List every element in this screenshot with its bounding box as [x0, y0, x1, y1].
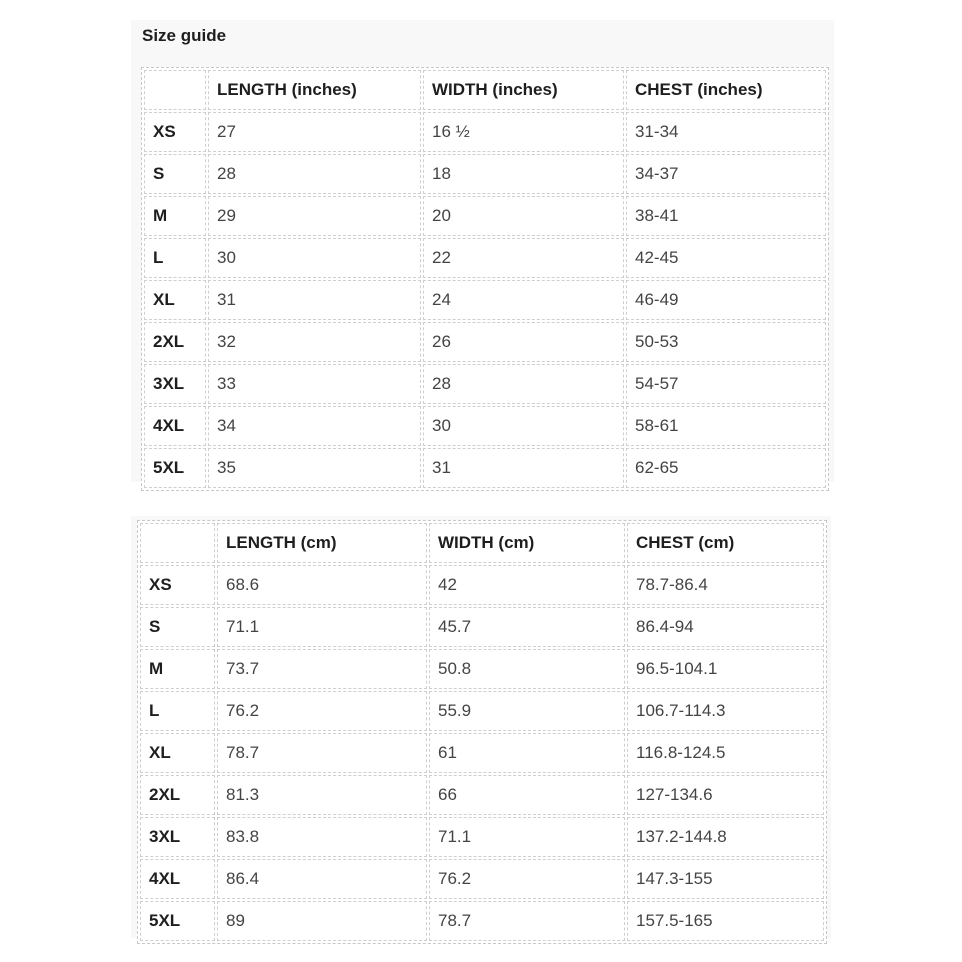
width-value: 26: [423, 322, 624, 362]
chest-value: 31-34: [626, 112, 826, 152]
table-row: [144, 112, 826, 152]
table-header-row: [144, 70, 826, 110]
length-value: 68.6: [217, 565, 427, 605]
chest-value: 38-41: [626, 196, 826, 236]
length-value: 28: [208, 154, 421, 194]
chest-value: 157.5-165: [627, 901, 824, 941]
length-value: 73.7: [217, 649, 427, 689]
chest-value: 137.2-144.8: [627, 817, 824, 857]
size-label: 2XL: [144, 322, 206, 362]
header-length: LENGTH (cm): [217, 523, 427, 563]
width-value: 22: [423, 238, 624, 278]
chest-value: 147.3-155: [627, 859, 824, 899]
width-value: 71.1: [429, 817, 625, 857]
size-label: M: [140, 649, 215, 689]
width-value: 42: [429, 565, 625, 605]
width-value: 24: [423, 280, 624, 320]
chest-value: 86.4-94: [627, 607, 824, 647]
length-value: 76.2: [217, 691, 427, 731]
length-value: 81.3: [217, 775, 427, 815]
size-label: 4XL: [144, 406, 206, 446]
width-value: 18: [423, 154, 624, 194]
length-value: 34: [208, 406, 421, 446]
size-label: L: [144, 238, 206, 278]
width-value: 31: [423, 448, 624, 488]
table-row: [144, 238, 826, 278]
table-row: [140, 733, 824, 773]
table-row: [140, 901, 824, 941]
chest-value: 34-37: [626, 154, 826, 194]
length-value: 35: [208, 448, 421, 488]
width-value: 45.7: [429, 607, 625, 647]
width-value: 66: [429, 775, 625, 815]
size-guide-cm-panel: [131, 516, 831, 938]
table-row: [140, 649, 824, 689]
chest-value: 62-65: [626, 448, 826, 488]
chest-value: 127-134.6: [627, 775, 824, 815]
table-row: [140, 817, 824, 857]
size-label: S: [140, 607, 215, 647]
length-value: 89: [217, 901, 427, 941]
size-label: 2XL: [140, 775, 215, 815]
chest-value: 42-45: [626, 238, 826, 278]
table-row: [144, 280, 826, 320]
size-label: XL: [140, 733, 215, 773]
chest-value: 116.8-124.5: [627, 733, 824, 773]
size-label: 3XL: [140, 817, 215, 857]
table-row: [144, 196, 826, 236]
width-value: 78.7: [429, 901, 625, 941]
chest-value: 96.5-104.1: [627, 649, 824, 689]
header-size-column: [140, 523, 215, 563]
width-value: 28: [423, 364, 624, 404]
size-label: XS: [140, 565, 215, 605]
chest-value: 50-53: [626, 322, 826, 362]
table-row: [144, 322, 826, 362]
header-width: WIDTH (inches): [423, 70, 624, 110]
size-guide-inches-panel: [131, 20, 834, 482]
cm-size-table: [137, 520, 827, 944]
size-label: 3XL: [144, 364, 206, 404]
header-chest: CHEST (inches): [626, 70, 826, 110]
width-value: 61: [429, 733, 625, 773]
size-label: 5XL: [144, 448, 206, 488]
size-label: S: [144, 154, 206, 194]
table-row: [140, 565, 824, 605]
chest-value: 78.7-86.4: [627, 565, 824, 605]
header-size-column: [144, 70, 206, 110]
table-row: [140, 775, 824, 815]
size-label: 5XL: [140, 901, 215, 941]
size-label: M: [144, 196, 206, 236]
length-value: 29: [208, 196, 421, 236]
table-header-row: [140, 523, 824, 563]
table-row: [144, 154, 826, 194]
length-value: 32: [208, 322, 421, 362]
chest-value: 54-57: [626, 364, 826, 404]
chest-value: 46-49: [626, 280, 826, 320]
table-row: [140, 607, 824, 647]
width-value: 20: [423, 196, 624, 236]
table-row: [144, 364, 826, 404]
size-label: L: [140, 691, 215, 731]
length-value: 27: [208, 112, 421, 152]
size-label: 4XL: [140, 859, 215, 899]
width-value: 16 ½: [423, 112, 624, 152]
size-label: XS: [144, 112, 206, 152]
chest-value: 58-61: [626, 406, 826, 446]
length-value: 86.4: [217, 859, 427, 899]
length-value: 78.7: [217, 733, 427, 773]
header-length: LENGTH (inches): [208, 70, 421, 110]
length-value: 83.8: [217, 817, 427, 857]
length-value: 71.1: [217, 607, 427, 647]
size-label: XL: [144, 280, 206, 320]
table-row: [140, 859, 824, 899]
width-value: 50.8: [429, 649, 625, 689]
size-guide-title: Size guide: [142, 26, 227, 45]
header-chest: CHEST (cm): [627, 523, 824, 563]
length-value: 30: [208, 238, 421, 278]
table-row: [144, 448, 826, 488]
header-width: WIDTH (cm): [429, 523, 625, 563]
width-value: 30: [423, 406, 624, 446]
chest-value: 106.7-114.3: [627, 691, 824, 731]
table-row: [144, 406, 826, 446]
inches-size-table: [141, 67, 829, 491]
width-value: 76.2: [429, 859, 625, 899]
length-value: 33: [208, 364, 421, 404]
table-row: [140, 691, 824, 731]
length-value: 31: [208, 280, 421, 320]
width-value: 55.9: [429, 691, 625, 731]
